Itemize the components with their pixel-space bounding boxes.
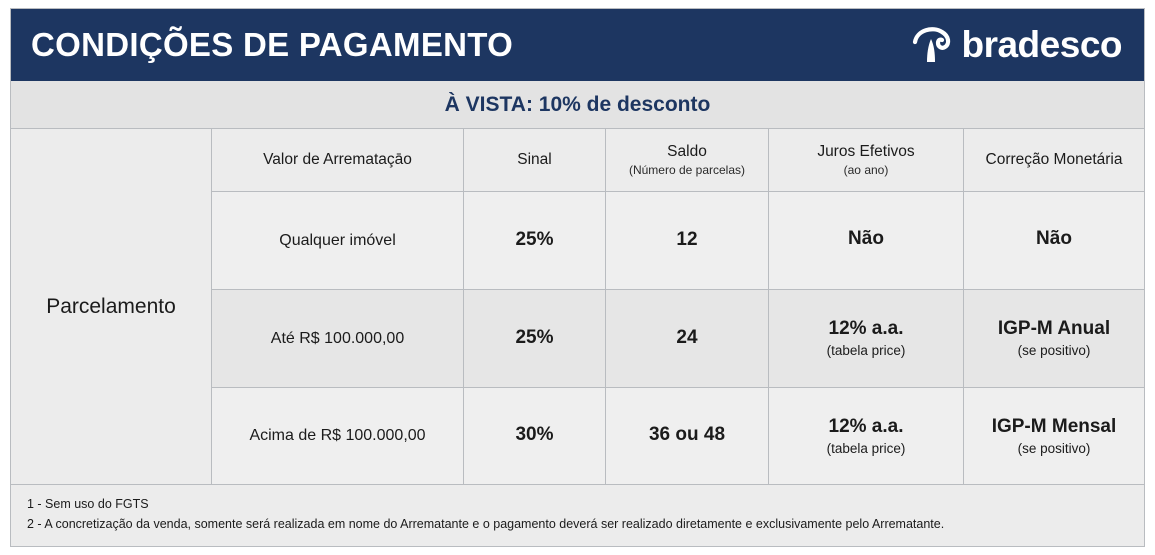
footnote-item: 1 - Sem uso do FGTS bbox=[27, 497, 149, 512]
column-header-correcao bbox=[964, 129, 1144, 191]
conditions-table bbox=[11, 129, 1144, 484]
cell-correcao-sub: (se positivo) bbox=[1017, 440, 1091, 456]
payment-conditions-card bbox=[10, 8, 1145, 547]
column-header-sinal-title: Sinal bbox=[517, 151, 552, 169]
table-row bbox=[212, 290, 1144, 388]
cell-correcao-text: IGP-M Anual bbox=[997, 318, 1111, 340]
cell-valor-text: Qualquer imóvel bbox=[279, 231, 396, 249]
discount-band bbox=[11, 81, 1144, 129]
column-header-juros-sub: (ao ano) bbox=[843, 162, 889, 177]
cell-correcao-text: IGP-M Mensal bbox=[991, 415, 1117, 437]
cell-juros bbox=[769, 290, 964, 387]
table-grid bbox=[212, 129, 1144, 484]
column-header-valor bbox=[212, 129, 464, 191]
cell-saldo bbox=[606, 290, 769, 387]
column-header-correcao-title: Correção Monetária bbox=[985, 151, 1123, 169]
table-row bbox=[212, 192, 1144, 290]
cell-saldo-text: 24 bbox=[676, 326, 698, 348]
column-header-juros-title: Juros Efetivos bbox=[817, 143, 915, 161]
header-bar bbox=[11, 9, 1144, 81]
cell-valor-text: Até R$ 100.000,00 bbox=[270, 329, 405, 347]
table-header-row bbox=[212, 129, 1144, 192]
column-header-valor-title: Valor de Arremataçāo bbox=[263, 151, 412, 169]
cell-valor bbox=[212, 290, 464, 387]
discount-text: À VISTA: 10% de desconto bbox=[444, 92, 711, 116]
cell-valor-text: Acima de R$ 100.000,00 bbox=[249, 427, 426, 445]
cell-valor bbox=[212, 388, 464, 485]
cell-correcao bbox=[964, 192, 1144, 289]
cell-sinal-text: 25% bbox=[515, 228, 554, 250]
cell-correcao bbox=[964, 388, 1144, 485]
column-header-juros bbox=[769, 129, 964, 191]
cell-juros-sub: (tabela price) bbox=[826, 440, 906, 456]
brand-logo bbox=[909, 22, 1122, 68]
cell-correcao-text: Não bbox=[1036, 227, 1072, 249]
table-row bbox=[212, 388, 1144, 485]
cell-correcao-sub: (se positivo) bbox=[1017, 343, 1091, 359]
brand-name: bradesco bbox=[961, 24, 1122, 65]
row-group-label-text: Parcelamento bbox=[46, 294, 176, 318]
cell-valor bbox=[212, 192, 464, 289]
bradesco-tree-icon bbox=[909, 22, 955, 68]
cell-juros bbox=[769, 388, 964, 485]
cell-sinal-text: 30% bbox=[515, 424, 554, 446]
column-header-sinal bbox=[464, 129, 606, 191]
cell-juros-text: Não bbox=[848, 227, 884, 249]
footnotes bbox=[11, 484, 1144, 546]
cell-juros-text: 12% a.a. bbox=[828, 415, 904, 437]
cell-saldo-text: 36 ou 48 bbox=[648, 424, 726, 446]
column-header-saldo-sub: (Número de parcelas) bbox=[628, 162, 746, 177]
cell-correcao bbox=[964, 290, 1144, 387]
cell-saldo bbox=[606, 388, 769, 485]
row-group-label bbox=[11, 129, 212, 484]
cell-juros bbox=[769, 192, 964, 289]
cell-juros-text: 12% a.a. bbox=[828, 318, 904, 340]
column-header-saldo-title: Saldo bbox=[667, 143, 707, 161]
cell-saldo-text: 12 bbox=[676, 228, 698, 250]
cell-sinal bbox=[464, 290, 606, 387]
cell-sinal-text: 25% bbox=[515, 326, 554, 348]
cell-juros-sub: (tabela price) bbox=[826, 343, 906, 359]
page-title: CONDIÇÕES DE PAGAMENTO bbox=[31, 26, 514, 63]
cell-saldo bbox=[606, 192, 769, 289]
cell-sinal bbox=[464, 388, 606, 485]
cell-sinal bbox=[464, 192, 606, 289]
column-header-saldo bbox=[606, 129, 769, 191]
footnote-item: 2 - A concretização da venda, somente será realizada em nome do Arrematante e o pagamento deverá ser realizado diretamente e exclusivamente pelo Arrematante. bbox=[27, 516, 945, 531]
